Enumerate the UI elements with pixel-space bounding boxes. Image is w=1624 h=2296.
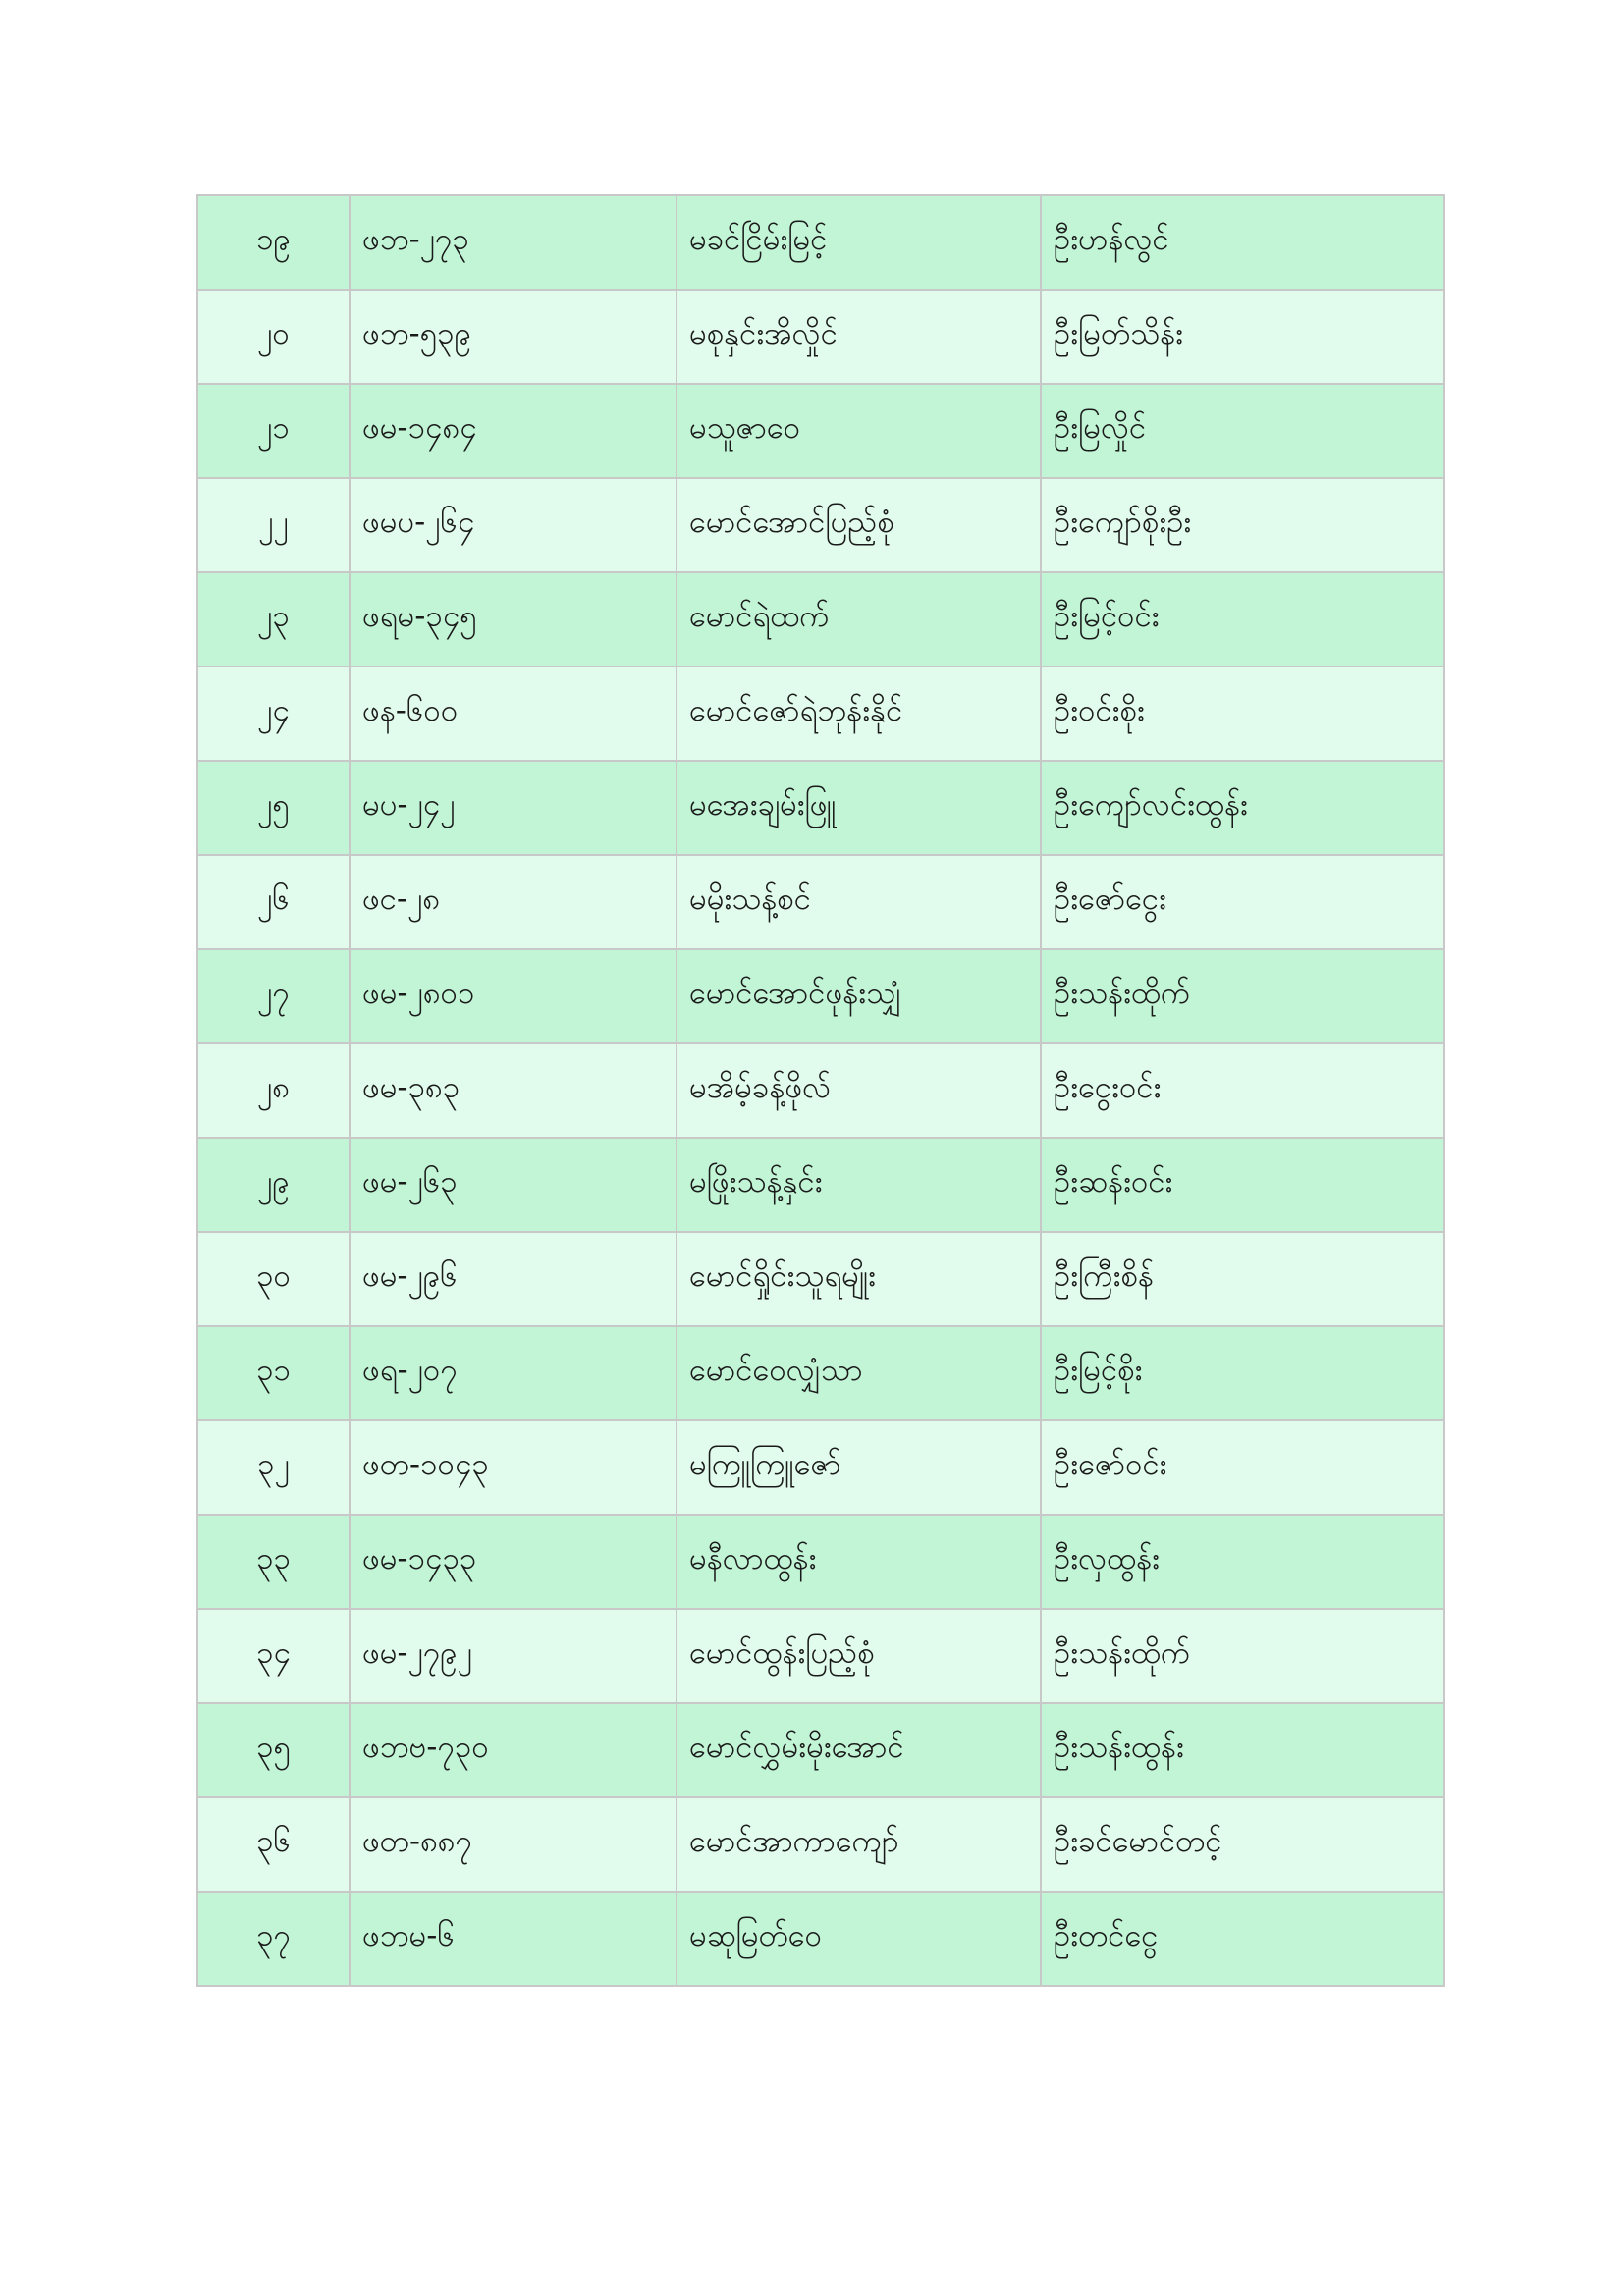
row-number-cell: ၂၄ [197,667,350,761]
table-row [197,1420,1444,1515]
row-number-cell: ၂၁ [197,384,350,478]
parent-name-cell: ဦးတင်ငွေ [1041,1892,1444,1986]
id-cell: ဖမ-၁၄၈၄ [350,384,677,478]
name-cell: မောင်လွှမ်းမိုးအောင် [677,1703,1041,1797]
row-number-cell: ၃၁ [197,1326,350,1420]
table-row [197,1232,1444,1326]
id-cell: ဖရမ-၃၄၅ [350,572,677,667]
id-cell: ဖမ-၂၇၉၂ [350,1609,677,1703]
name-cell: မကြူကြူဇော် [677,1420,1041,1515]
id-cell: မပ-၂၄၂ [350,761,677,855]
id-cell: ဖဘဗ-၇၃၀ [350,1703,677,1797]
name-cell: မအိမ့်ခန့်ဖိုလ် [677,1043,1041,1138]
table-row [197,1892,1444,1986]
row-number-cell: ၂၅ [197,761,350,855]
id-cell: ဖတ-၁၀၄၃ [350,1420,677,1515]
name-cell: မနီလာထွန်း [677,1515,1041,1609]
table-row [197,384,1444,478]
table-row [197,1609,1444,1703]
id-cell: ဖမ-၂၉၆ [350,1232,677,1326]
parent-name-cell: ဦးငွေးဝင်း [1041,1043,1444,1138]
name-cell: မခင်ငြိမ်းမြင့် [677,195,1041,290]
name-cell: မောင်အောင်ပြည့်စုံ [677,478,1041,572]
table-row [197,1138,1444,1232]
table-row [197,1043,1444,1138]
row-number-cell: ၃၂ [197,1420,350,1515]
name-cell: မောင်ဇော်ရဲဘုန်းနိုင် [677,667,1041,761]
table-row [197,195,1444,290]
student-table-container [196,194,1443,1987]
name-cell: မသူဇာဝေ [677,384,1041,478]
table-row [197,855,1444,949]
table-body [197,195,1444,1986]
name-cell: မောင်ဝေလျှံသာ [677,1326,1041,1420]
name-cell: မအေးချမ်းဖြူ [677,761,1041,855]
parent-name-cell: ဦးလှထွန်း [1041,1515,1444,1609]
table-row [197,1797,1444,1892]
table-row [197,478,1444,572]
name-cell: မောင်ရှိုင်းသူရမျိုး [677,1232,1041,1326]
row-number-cell: ၂၃ [197,572,350,667]
table-row [197,667,1444,761]
row-number-cell: ၂၇ [197,949,350,1043]
row-number-cell: ၂၉ [197,1138,350,1232]
row-number-cell: ၃၃ [197,1515,350,1609]
parent-name-cell: ဦးကျော်စိုးဦး [1041,478,1444,572]
id-cell: ဖမ-၃၈၃ [350,1043,677,1138]
table-row [197,1326,1444,1420]
name-cell: မစုနှင်းအိလှိုင် [677,290,1041,384]
name-cell: မဆုမြတ်ဝေ [677,1892,1041,1986]
parent-name-cell: ဦးမြင့်ဝင်း [1041,572,1444,667]
row-number-cell: ၂၀ [197,290,350,384]
id-cell: ဖန-၆၀၀ [350,667,677,761]
id-cell: ဖဘ-၅၃၉ [350,290,677,384]
id-cell: ဖဘမ-၆ [350,1892,677,1986]
parent-name-cell: ဦးဟန်လွင် [1041,195,1444,290]
parent-name-cell: ဦးမြလှိုင် [1041,384,1444,478]
id-cell: ဖမပ-၂၆၄ [350,478,677,572]
id-cell: ဖတ-၈၈၇ [350,1797,677,1892]
name-cell: မဖြိုးသန့်နှင်း [677,1138,1041,1232]
id-cell: ဖရ-၂၀၇ [350,1326,677,1420]
name-cell: မောင်ရဲထက် [677,572,1041,667]
parent-name-cell: ဦးဇော်ငွေး [1041,855,1444,949]
parent-name-cell: ဦးဇော်ဝင်း [1041,1420,1444,1515]
id-cell: ဖမ-၁၄၃၃ [350,1515,677,1609]
name-cell: မောင်အောင်ဖုန်းသျှံ [677,949,1041,1043]
parent-name-cell: ဦးဝင်းစိုး [1041,667,1444,761]
row-number-cell: ၃၇ [197,1892,350,1986]
row-number-cell: ၃၆ [197,1797,350,1892]
parent-name-cell: ဦးသန်းထိုက် [1041,949,1444,1043]
parent-name-cell: ဦးခင်မောင်တင့် [1041,1797,1444,1892]
parent-name-cell: ဦးသန်းထွန်း [1041,1703,1444,1797]
table-row [197,949,1444,1043]
row-number-cell: ၂၆ [197,855,350,949]
parent-name-cell: ဦးဆန်းဝင်း [1041,1138,1444,1232]
table-row [197,290,1444,384]
id-cell: ဖဘ-၂၇၃ [350,195,677,290]
parent-name-cell: ဦးမြတ်သိန်း [1041,290,1444,384]
student-table [196,194,1445,1987]
table-row [197,572,1444,667]
table-row [197,761,1444,855]
row-number-cell: ၂၈ [197,1043,350,1138]
parent-name-cell: ဦးသန်းထိုက် [1041,1609,1444,1703]
table-row [197,1703,1444,1797]
parent-name-cell: ဦးမြင့်စိုး [1041,1326,1444,1420]
row-number-cell: ၃၅ [197,1703,350,1797]
parent-name-cell: ဦးကျော်လင်းထွန်း [1041,761,1444,855]
id-cell: ဖမ-၂၈၀၁ [350,949,677,1043]
row-number-cell: ၃၄ [197,1609,350,1703]
id-cell: ဖမ-၂၆၃ [350,1138,677,1232]
name-cell: မောင်အာကာကျော် [677,1797,1041,1892]
row-number-cell: ၂၂ [197,478,350,572]
parent-name-cell: ဦးကြီးစိန် [1041,1232,1444,1326]
row-number-cell: ၃၀ [197,1232,350,1326]
table-row [197,1515,1444,1609]
name-cell: မောင်ထွန်းပြည့်စုံ [677,1609,1041,1703]
id-cell: ဖင-၂၈ [350,855,677,949]
row-number-cell: ၁၉ [197,195,350,290]
name-cell: မမိုးသန့်စင် [677,855,1041,949]
